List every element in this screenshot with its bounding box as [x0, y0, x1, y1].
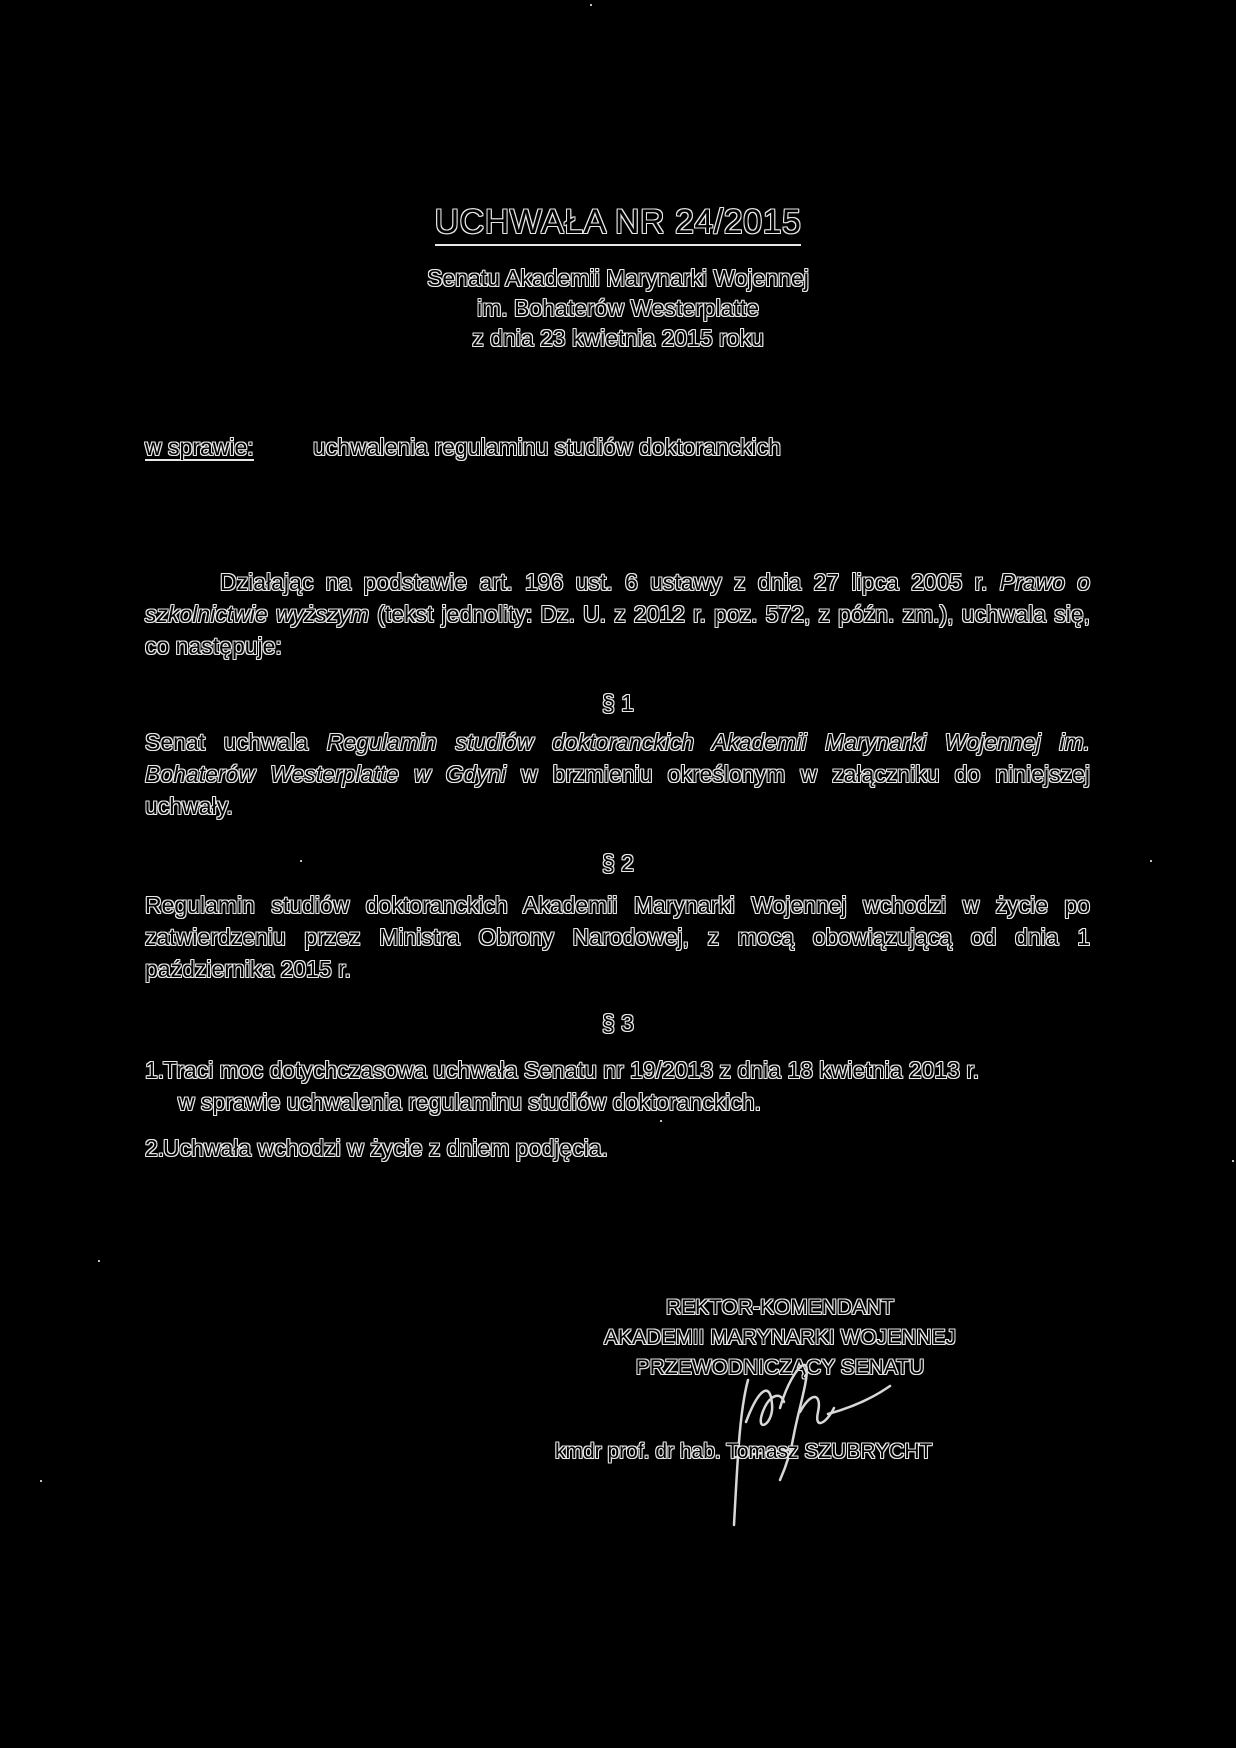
issuer-line: Senatu Akademii Marynarki Wojennej — [427, 265, 809, 291]
resolution-title-text: UCHWAŁA NR 24/2015 — [435, 203, 802, 246]
scan-speck — [590, 4, 592, 6]
section-1-heading: § 1 — [602, 690, 634, 716]
resolution-title — [0, 203, 1236, 246]
signer-name: kmdr prof. dr hab. Tomasz SZUBRYCHT — [555, 1440, 933, 1463]
preamble-act-title: Prawo o szkolnictwie wyższym — [145, 569, 1090, 627]
item-2-number: 2. — [145, 1135, 165, 1161]
subject-label: w sprawie: — [145, 434, 254, 460]
item-2-line-1: Uchwała wchodzi w życie z dniem podjęcia. — [163, 1135, 608, 1161]
scan-speck — [1150, 860, 1152, 862]
section-1-regulation-title: Regulamin studiów doktoranckich Akademii Marynarki Wojennej im. Bohaterów Westerplatte w Gdyni — [145, 729, 1090, 787]
signature-stroke-5 — [828, 1386, 890, 1414]
item-1-line-1: Traci moc dotychczasowa uchwała Senatu nr 19/2013 z dnia 18 kwietnia 2013 r. — [163, 1057, 980, 1083]
item-1-line-2: w sprawie uchwalenia regulaminu studiów doktoranckich. — [178, 1089, 761, 1115]
section-3-item-1 — [145, 1054, 1090, 1118]
scan-speck — [40, 1480, 42, 1482]
section-1-text-a: Senat uchwala — [145, 729, 327, 755]
section-3-item-2 — [145, 1132, 1090, 1164]
signature-stroke-4 — [800, 1397, 834, 1423]
scan-speck — [660, 1120, 662, 1122]
section-2-heading: § 2 — [602, 850, 634, 876]
subject-text: uchwalenia regulaminu studiów doktoranckich — [313, 434, 781, 460]
section-1-text-b: w brzmieniu określonym w załączniku do niniejszej uchwały. — [145, 761, 1090, 819]
patron-line: im. Bohaterów Westerplatte — [476, 295, 760, 321]
signature-stroke-2 — [746, 1391, 784, 1425]
signatory-title-1: REKTOR-KOMENDANT — [665, 1296, 895, 1319]
preamble-text-a: Działając na podstawie art. 196 ust. 6 ustawy z dnia 27 lipca 2005 r. — [220, 569, 1000, 595]
date-line: z dnia 23 kwietnia 2015 roku — [472, 325, 764, 351]
preamble-text-b: (tekst jednolity: Dz. U. z 2012 r. poz. 572, z późn. zm.), uchwala się, co następuje: — [145, 601, 1090, 659]
signatory-title-2: AKADEMII MARYNARKI WOJENNEJ — [604, 1326, 956, 1349]
item-1-number: 1. — [145, 1057, 165, 1083]
scan-speck — [1232, 1160, 1234, 1162]
scan-speck — [98, 1260, 100, 1262]
preamble-paragraph — [145, 566, 1090, 662]
section-1-text — [145, 726, 1090, 822]
signatory-title-3: PRZEWODNICZĄCY SENATU — [635, 1356, 925, 1379]
scan-speck — [300, 860, 302, 862]
section-3-heading: § 3 — [602, 1010, 634, 1036]
section-2-text: Regulamin studiów doktoranckich Akademii Marynarki Wojennej wchodzi w życie po zatwierdzeniu przez Ministra Obrony Narodowej, z mocą obowiązującą od dnia 1 października 2015 r. — [145, 892, 1090, 982]
